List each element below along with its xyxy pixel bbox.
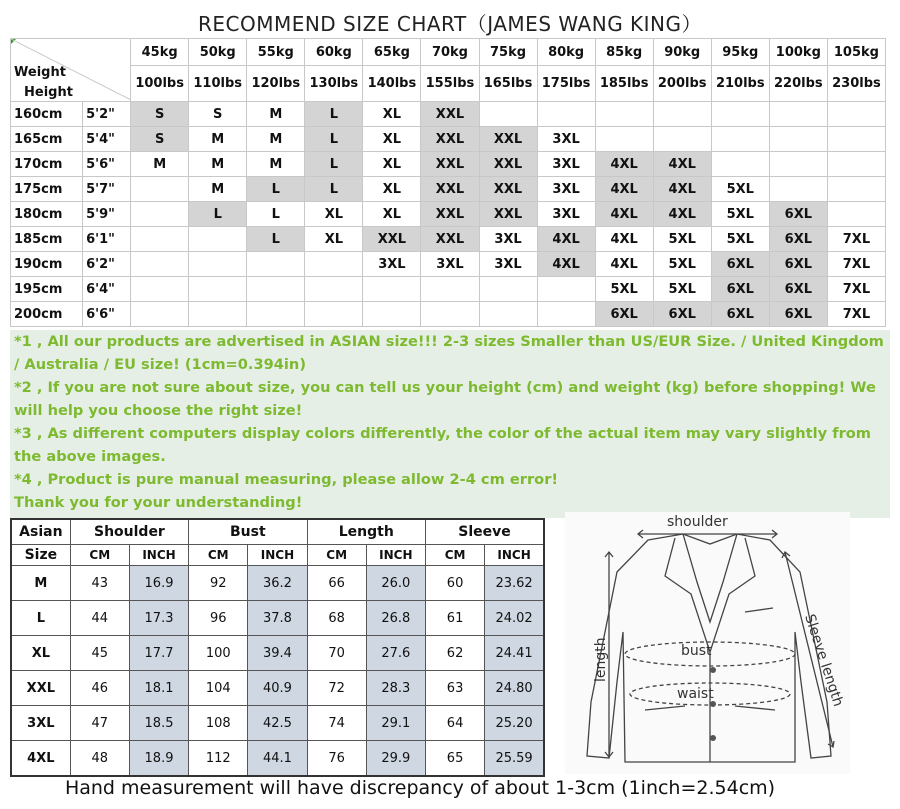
value-inch: 18.9: [129, 741, 188, 777]
unit-cm-header: CM: [70, 545, 129, 566]
size-cell: L: [305, 127, 363, 152]
size-cell: [189, 277, 247, 302]
height-cm: 180cm: [11, 202, 83, 227]
size-cell: [479, 277, 537, 302]
size-cell: S: [131, 127, 189, 152]
value-cm: 65: [425, 741, 484, 777]
measure-row: [11, 636, 544, 671]
notes-panel: [10, 330, 890, 518]
height-ft: 6'1": [83, 227, 131, 252]
weight-lbs-header: 140lbs: [363, 66, 421, 102]
size-cell: XXL: [479, 202, 537, 227]
note-line: the above images.: [14, 448, 166, 465]
weight-lbs-header: 100lbs: [131, 66, 189, 102]
weight-kg-header: 50kg: [189, 39, 247, 66]
size-cell: M: [189, 177, 247, 202]
asian-size: M: [11, 566, 70, 601]
size-cell: 4XL: [595, 227, 653, 252]
size-cell: M: [247, 102, 305, 127]
size-cell: L: [247, 177, 305, 202]
size-cell: XXL: [421, 127, 479, 152]
size-cell: XL: [305, 227, 363, 252]
size-cell: XXL: [479, 152, 537, 177]
size-cell: S: [131, 102, 189, 127]
size-cell: [711, 102, 769, 127]
weight-lbs-header: 130lbs: [305, 66, 363, 102]
weight-label: Weight: [14, 65, 66, 80]
size-cell: 6XL: [769, 252, 827, 277]
size-cell: 6XL: [769, 277, 827, 302]
size-cell: [479, 102, 537, 127]
size-cell: [827, 202, 885, 227]
note-line: Thank you for your understanding!: [14, 494, 303, 511]
weight-lbs-header: 210lbs: [711, 66, 769, 102]
measure-row: [11, 601, 544, 636]
size-cell: 5XL: [711, 227, 769, 252]
size-cell: 3XL: [421, 252, 479, 277]
size-cell: [421, 277, 479, 302]
sleeve-label: Sleeve length: [801, 612, 847, 709]
size-cell: [827, 177, 885, 202]
value-cm: 108: [189, 706, 248, 741]
note-line: *1 , All our products are advertised in ASIAN size!!! 2-3 sizes Smaller than US/EUR Size. / United Kingdom: [14, 333, 884, 350]
size-cell: [131, 202, 189, 227]
size-cell: 4XL: [595, 252, 653, 277]
size-cell: [653, 127, 711, 152]
measure-row: [11, 566, 544, 601]
size-row: [11, 177, 886, 202]
length-label: length: [593, 637, 609, 682]
value-inch: 36.2: [248, 566, 307, 601]
unit-cm-header: CM: [425, 545, 484, 566]
asian-size: XL: [11, 636, 70, 671]
size-cell: [131, 277, 189, 302]
size-cell: 3XL: [479, 227, 537, 252]
value-cm: 92: [189, 566, 248, 601]
weight-lbs-header: 175lbs: [537, 66, 595, 102]
asian-header: Asian: [11, 519, 70, 545]
unit-inch-header: INCH: [248, 545, 307, 566]
size-cell: [131, 302, 189, 327]
value-inch: 25.59: [485, 741, 544, 777]
size-cell: XL: [363, 202, 421, 227]
weight-kg-header: 80kg: [537, 39, 595, 66]
weight-kg-header: 105kg: [827, 39, 885, 66]
value-inch: 42.5: [248, 706, 307, 741]
weight-kg-header: 85kg: [595, 39, 653, 66]
size-cell: 4XL: [537, 252, 595, 277]
size-cell: 3XL: [537, 152, 595, 177]
asian-size: 4XL: [11, 741, 70, 777]
waist-label: waist: [677, 686, 714, 702]
value-cm: 70: [307, 636, 366, 671]
value-cm: 74: [307, 706, 366, 741]
size-cell: XXL: [363, 227, 421, 252]
size-cell: XXL: [421, 152, 479, 177]
value-cm: 43: [70, 566, 129, 601]
size-cell: 6XL: [769, 227, 827, 252]
recommend-size-table: [10, 38, 886, 327]
value-inch: 17.7: [129, 636, 188, 671]
weight-kg-header: 95kg: [711, 39, 769, 66]
size-cell: [189, 252, 247, 277]
height-ft: 5'9": [83, 202, 131, 227]
size-cell: [769, 152, 827, 177]
height-ft: 6'4": [83, 277, 131, 302]
shoulder-label: shoulder: [667, 514, 728, 530]
size-cell: [305, 277, 363, 302]
measure-row: [11, 671, 544, 706]
size-cell: [537, 102, 595, 127]
measurement-table: [10, 518, 545, 777]
size-cell: [247, 252, 305, 277]
size-cell: M: [247, 127, 305, 152]
size-cell: 4XL: [595, 177, 653, 202]
value-cm: 44: [70, 601, 129, 636]
size-cell: [595, 127, 653, 152]
value-inch: 24.80: [485, 671, 544, 706]
size-cell: [827, 127, 885, 152]
weight-lbs-header: 220lbs: [769, 66, 827, 102]
weight-lbs-header: 120lbs: [247, 66, 305, 102]
value-inch: 40.9: [248, 671, 307, 706]
size-cell: XXL: [479, 177, 537, 202]
size-cell: [305, 302, 363, 327]
weight-kg-header: 45kg: [131, 39, 189, 66]
size-row: [11, 302, 886, 327]
size-cell: [479, 302, 537, 327]
value-cm: 62: [425, 636, 484, 671]
size-cell: [827, 102, 885, 127]
height-ft: 5'6": [83, 152, 131, 177]
size-cell: XXL: [421, 177, 479, 202]
size-cell: [363, 277, 421, 302]
size-cell: XXL: [421, 202, 479, 227]
weight-lbs-header: 185lbs: [595, 66, 653, 102]
size-cell: [131, 252, 189, 277]
size-cell: 3XL: [537, 177, 595, 202]
size-cell: 6XL: [769, 202, 827, 227]
unit-cm-header: CM: [307, 545, 366, 566]
measure-group-header: Shoulder: [70, 519, 188, 545]
value-inch: 16.9: [129, 566, 188, 601]
size-cell: M: [189, 152, 247, 177]
size-cell: [827, 152, 885, 177]
size-cell: [131, 227, 189, 252]
value-inch: 27.6: [366, 636, 425, 671]
measure-row: [11, 706, 544, 741]
page-title: RECOMMEND SIZE CHART（JAMES WANG KING）: [197, 12, 703, 36]
height-ft: 6'2": [83, 252, 131, 277]
height-ft: 6'6": [83, 302, 131, 327]
height-cm: 175cm: [11, 177, 83, 202]
size-cell: [769, 102, 827, 127]
asian-size: XXL: [11, 671, 70, 706]
size-cell: XXL: [479, 127, 537, 152]
size-cell: 3XL: [537, 202, 595, 227]
size-row: [11, 277, 886, 302]
jacket-diagram: [565, 512, 850, 774]
value-cm: 76: [307, 741, 366, 777]
value-inch: 25.20: [485, 706, 544, 741]
size-cell: XXL: [421, 227, 479, 252]
size-cell: L: [247, 227, 305, 252]
unit-cm-header: CM: [189, 545, 248, 566]
value-cm: 66: [307, 566, 366, 601]
size-cell: 7XL: [827, 227, 885, 252]
note-line: *2 , If you are not sure about size, you can tell us your height (cm) and weight (kg) before shopping! We: [14, 379, 876, 396]
value-cm: 45: [70, 636, 129, 671]
size-cell: [769, 177, 827, 202]
value-inch: 44.1: [248, 741, 307, 777]
height-cm: 200cm: [11, 302, 83, 327]
height-label: Height: [24, 85, 73, 100]
size-cell: 4XL: [653, 202, 711, 227]
size-cell: XL: [363, 177, 421, 202]
bust-label: bust: [681, 643, 712, 659]
size-cell: 6XL: [711, 302, 769, 327]
measure-group-header: Length: [307, 519, 425, 545]
note-line: / Australia / EU size! (1cm=0.394in): [14, 356, 306, 373]
size-cell: 4XL: [595, 202, 653, 227]
size-cell: 6XL: [653, 302, 711, 327]
height-cm: 190cm: [11, 252, 83, 277]
weight-kg-header: 70kg: [421, 39, 479, 66]
height-cm: 170cm: [11, 152, 83, 177]
value-inch: 18.1: [129, 671, 188, 706]
weight-height-corner: [11, 39, 131, 102]
size-cell: 4XL: [653, 152, 711, 177]
size-cell: S: [189, 102, 247, 127]
size-cell: 5XL: [653, 227, 711, 252]
size-cell: 3XL: [363, 252, 421, 277]
value-inch: 26.8: [366, 601, 425, 636]
value-inch: 39.4: [248, 636, 307, 671]
value-cm: 96: [189, 601, 248, 636]
measure-group-header: Sleeve: [425, 519, 544, 545]
size-cell: 5XL: [595, 277, 653, 302]
value-cm: 100: [189, 636, 248, 671]
size-cell: [189, 227, 247, 252]
size-cell: 7XL: [827, 252, 885, 277]
asian-size: 3XL: [11, 706, 70, 741]
size-cell: 6XL: [711, 277, 769, 302]
value-cm: 48: [70, 741, 129, 777]
size-cell: 5XL: [653, 277, 711, 302]
size-cell: 7XL: [827, 277, 885, 302]
value-cm: 46: [70, 671, 129, 706]
size-cell: XL: [363, 102, 421, 127]
size-cell: 5XL: [711, 202, 769, 227]
height-ft: 5'7": [83, 177, 131, 202]
size-row: [11, 227, 886, 252]
height-cm: 160cm: [11, 102, 83, 127]
size-cell: L: [247, 202, 305, 227]
size-row: [11, 202, 886, 227]
size-cell: 3XL: [479, 252, 537, 277]
unit-inch-header: INCH: [129, 545, 188, 566]
weight-kg-header: 60kg: [305, 39, 363, 66]
value-inch: 17.3: [129, 601, 188, 636]
size-cell: 5XL: [653, 252, 711, 277]
size-cell: [595, 102, 653, 127]
weight-kg-header: 75kg: [479, 39, 537, 66]
height-cm: 185cm: [11, 227, 83, 252]
size-cell: 7XL: [827, 302, 885, 327]
weight-kg-header: 55kg: [247, 39, 305, 66]
size-cell: M: [247, 152, 305, 177]
height-ft: 5'2": [83, 102, 131, 127]
size-cell: XL: [363, 127, 421, 152]
size-cell: [711, 127, 769, 152]
size-cell: 6XL: [595, 302, 653, 327]
weight-kg-header: 100kg: [769, 39, 827, 66]
measure-row: [11, 741, 544, 777]
weight-lbs-header: 230lbs: [827, 66, 885, 102]
weight-lbs-header: 110lbs: [189, 66, 247, 102]
value-inch: 24.41: [485, 636, 544, 671]
size-row: [11, 102, 886, 127]
value-cm: 104: [189, 671, 248, 706]
value-inch: 29.1: [366, 706, 425, 741]
size-cell: [247, 302, 305, 327]
value-cm: 47: [70, 706, 129, 741]
weight-lbs-header: 200lbs: [653, 66, 711, 102]
size-cell: 5XL: [711, 177, 769, 202]
size-row: [11, 152, 886, 177]
size-cell: 6XL: [711, 252, 769, 277]
value-cm: 72: [307, 671, 366, 706]
size-cell: L: [305, 102, 363, 127]
height-cm: 195cm: [11, 277, 83, 302]
note-line: will help you choose the right size!: [14, 402, 303, 419]
size-cell: [131, 177, 189, 202]
size-cell: 4XL: [595, 152, 653, 177]
height-cm: 165cm: [11, 127, 83, 152]
height-ft: 5'4": [83, 127, 131, 152]
value-inch: 24.02: [485, 601, 544, 636]
size-cell: L: [305, 177, 363, 202]
size-cell: [363, 302, 421, 327]
value-inch: 29.9: [366, 741, 425, 777]
weight-kg-header: 90kg: [653, 39, 711, 66]
size-cell: 4XL: [653, 177, 711, 202]
weight-lbs-header: 165lbs: [479, 66, 537, 102]
value-cm: 60: [425, 566, 484, 601]
measure-group-header: Bust: [189, 519, 307, 545]
unit-inch-header: INCH: [485, 545, 544, 566]
size-row: [11, 127, 886, 152]
size-cell: XL: [305, 202, 363, 227]
size-cell: [247, 277, 305, 302]
asian-size: L: [11, 601, 70, 636]
size-cell: [769, 127, 827, 152]
size-header: Size: [11, 545, 70, 566]
size-row: [11, 252, 886, 277]
size-cell: XL: [363, 152, 421, 177]
size-cell: XXL: [421, 102, 479, 127]
note-line: *4 , Product is pure manual measuring, please allow 2-4 cm error!: [14, 471, 559, 488]
value-cm: 64: [425, 706, 484, 741]
footer-note: Hand measurement will have discrepancy of about 1-3cm (1inch=2.54cm): [64, 777, 776, 799]
unit-inch-header: INCH: [366, 545, 425, 566]
size-cell: [537, 277, 595, 302]
size-cell: L: [305, 152, 363, 177]
size-cell: [421, 302, 479, 327]
size-cell: 3XL: [537, 127, 595, 152]
value-cm: 68: [307, 601, 366, 636]
size-cell: 6XL: [769, 302, 827, 327]
value-inch: 37.8: [248, 601, 307, 636]
size-cell: [537, 302, 595, 327]
value-cm: 61: [425, 601, 484, 636]
size-cell: 4XL: [537, 227, 595, 252]
value-inch: 28.3: [366, 671, 425, 706]
size-cell: [711, 152, 769, 177]
value-inch: 23.62: [485, 566, 544, 601]
value-inch: 18.5: [129, 706, 188, 741]
weight-kg-header: 65kg: [363, 39, 421, 66]
value-inch: 26.0: [366, 566, 425, 601]
size-cell: M: [189, 127, 247, 152]
weight-lbs-header: 155lbs: [421, 66, 479, 102]
value-cm: 63: [425, 671, 484, 706]
size-cell: [653, 102, 711, 127]
value-cm: 112: [189, 741, 248, 777]
size-cell: L: [189, 202, 247, 227]
size-cell: [189, 302, 247, 327]
size-cell: M: [131, 152, 189, 177]
size-cell: [305, 252, 363, 277]
note-line: *3 , As different computers display colors differently, the color of the actual item may vary slightly from: [14, 425, 872, 442]
